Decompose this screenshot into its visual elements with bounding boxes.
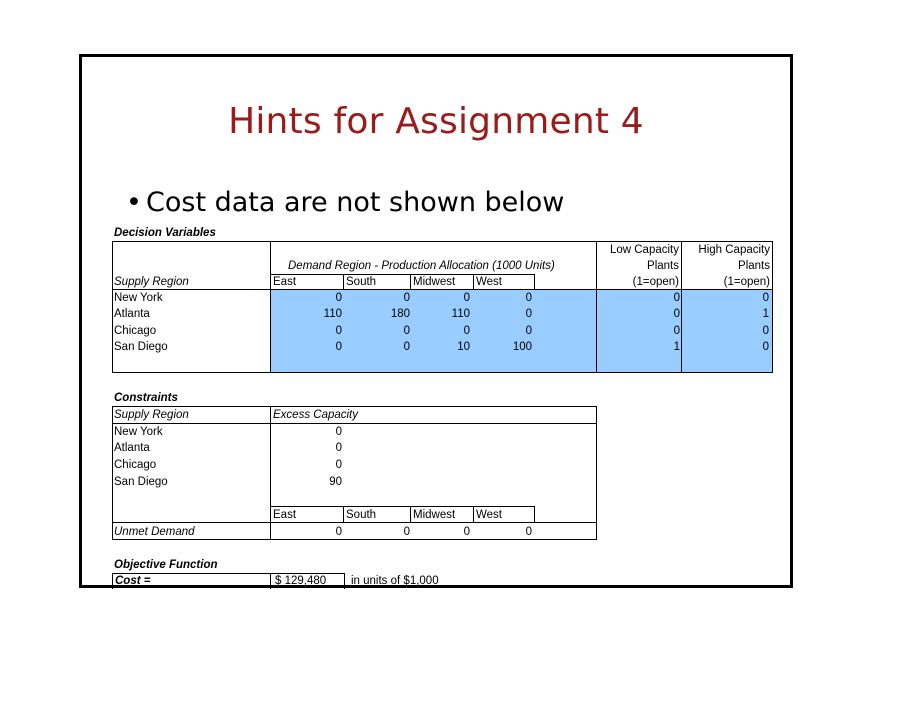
region-label: New York bbox=[114, 292, 163, 304]
unmet-demand-label: Unmet Demand bbox=[114, 526, 195, 538]
high-capacity-cell: 0 bbox=[762, 325, 769, 337]
unmet-col-west: West bbox=[476, 509, 502, 521]
region-label: San Diego bbox=[114, 476, 168, 488]
col-header-divider bbox=[473, 274, 474, 290]
cost-divider bbox=[270, 573, 271, 589]
high-capacity-header bbox=[682, 242, 770, 290]
slide-title: Hints for Assignment 4 bbox=[228, 101, 644, 142]
cost-label: Cost = bbox=[115, 575, 151, 587]
unmet-col-midwest: Midwest bbox=[413, 509, 456, 521]
col-south: South bbox=[346, 276, 377, 288]
alloc-cell: 0 bbox=[403, 292, 410, 304]
bullet-point bbox=[126, 187, 564, 218]
low-capacity-header-line1: Low Capacity bbox=[609, 244, 679, 256]
alloc-cell: 0 bbox=[463, 325, 470, 337]
unmet-col-south: South bbox=[346, 509, 377, 521]
low-capacity-header-line3: (1=open) bbox=[632, 276, 679, 288]
low-capacity-header bbox=[597, 242, 679, 290]
alloc-cell: 0 bbox=[335, 292, 342, 304]
alloc-cell: 0 bbox=[463, 292, 470, 304]
alloc-cell: 0 bbox=[525, 308, 532, 320]
high-capacity-cell: 1 bbox=[762, 308, 769, 320]
unmet-col-east: East bbox=[273, 509, 297, 521]
region-label: San Diego bbox=[114, 341, 168, 353]
alloc-cell: 0 bbox=[335, 341, 342, 353]
unmet-header-divider bbox=[473, 506, 474, 523]
cost-units-note: in units of $1,000 bbox=[351, 575, 439, 587]
unmet-cell: 0 bbox=[403, 526, 410, 538]
alloc-cell: 0 bbox=[403, 325, 410, 337]
unmet-header-divider bbox=[410, 506, 411, 523]
low-capacity-cell: 0 bbox=[673, 292, 680, 304]
low-capacity-cell: 0 bbox=[673, 308, 680, 320]
demand-region-header: Demand Region - Production Allocation (1000 Units) bbox=[288, 260, 555, 272]
unmet-header-divider bbox=[534, 506, 535, 523]
excess-cell: 0 bbox=[335, 426, 342, 438]
alloc-cell: 10 bbox=[457, 341, 470, 353]
constraints-header-line bbox=[112, 423, 597, 424]
col-header-divider bbox=[410, 274, 411, 290]
constraints-supply-header: Supply Region bbox=[114, 409, 189, 421]
high-capacity-cell: 0 bbox=[762, 292, 769, 304]
decision-section-title: Decision Variables bbox=[114, 227, 216, 239]
high-capacity-header-line2: Plants bbox=[738, 260, 770, 272]
alloc-cell: 0 bbox=[403, 341, 410, 353]
alloc-cell: 0 bbox=[335, 325, 342, 337]
objective-section-title: Objective Function bbox=[114, 559, 218, 571]
constraints-divider bbox=[270, 406, 271, 540]
col-west: West bbox=[476, 276, 502, 288]
constraints-section-title: Constraints bbox=[114, 392, 178, 404]
supply-region-header: Supply Region bbox=[114, 276, 189, 288]
alloc-cell: 100 bbox=[512, 341, 532, 353]
decision-divider bbox=[270, 241, 271, 373]
cost-value: $ 129,480 bbox=[275, 575, 327, 587]
region-label: Chicago bbox=[114, 459, 157, 471]
bullet-text: Cost data are not shown below bbox=[146, 187, 565, 218]
unmet-cell: 0 bbox=[335, 526, 342, 538]
high-capacity-cell: 0 bbox=[762, 341, 769, 353]
region-label: Chicago bbox=[114, 325, 157, 337]
region-label: New York bbox=[114, 426, 163, 438]
alloc-cell: 110 bbox=[323, 308, 342, 320]
unmet-cell: 0 bbox=[525, 526, 532, 538]
col-header-divider bbox=[534, 274, 535, 290]
region-label: Atlanta bbox=[114, 442, 150, 454]
col-midwest: Midwest bbox=[413, 276, 456, 288]
excess-capacity-header: Excess Capacity bbox=[273, 409, 359, 421]
alloc-cell: 180 bbox=[390, 308, 410, 320]
region-label: Atlanta bbox=[114, 308, 150, 320]
excess-cell: 0 bbox=[335, 459, 342, 471]
alloc-cell: 110 bbox=[451, 308, 470, 320]
col-east: East bbox=[273, 276, 297, 288]
high-capacity-header-line1: High Capacity bbox=[698, 244, 770, 256]
high-capacity-header-line3: (1=open) bbox=[723, 276, 770, 288]
alloc-cell: 0 bbox=[525, 325, 532, 337]
bullet-dot-icon: • bbox=[126, 187, 142, 218]
alloc-cell: 0 bbox=[525, 292, 532, 304]
col-header-divider bbox=[343, 274, 344, 290]
excess-cell: 90 bbox=[329, 476, 342, 488]
low-capacity-header-line2: Plants bbox=[647, 260, 679, 272]
low-capacity-cell: 1 bbox=[673, 341, 680, 353]
unmet-cell: 0 bbox=[463, 526, 470, 538]
low-capacity-cell: 0 bbox=[673, 325, 680, 337]
unmet-header-divider bbox=[343, 506, 344, 523]
excess-cell: 0 bbox=[335, 442, 342, 454]
